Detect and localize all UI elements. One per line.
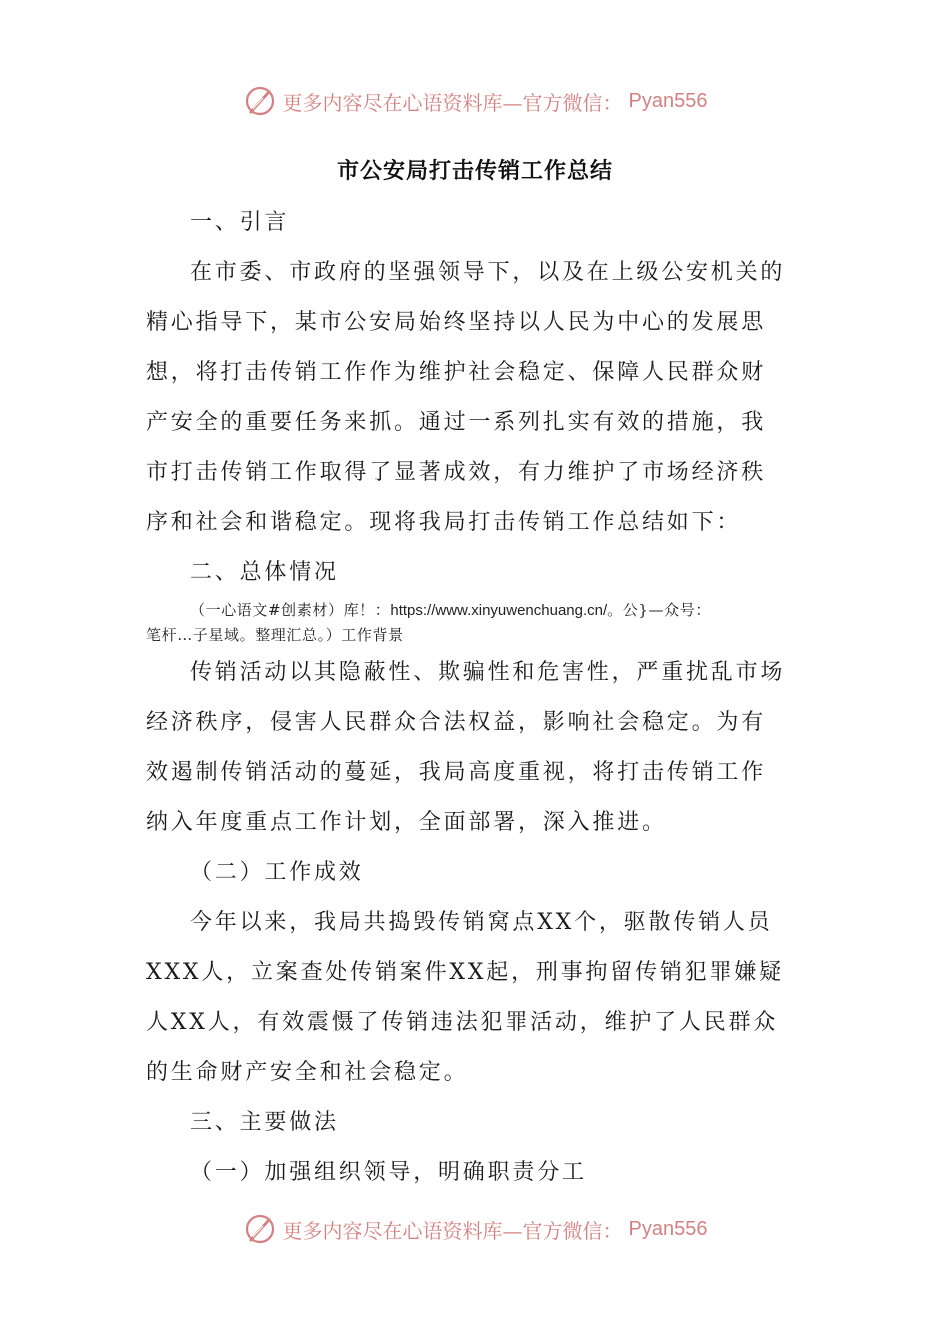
- paragraph-line: 想，将打击传销工作作为维护社会稳定、保障人民群众财: [146, 360, 767, 385]
- document-title: 市公安局打击传销工作总结: [336, 158, 613, 184]
- paragraph-line: 在市委、市政府的坚强领导下，以及在上级公安机关的: [190, 260, 786, 285]
- source-note-suffix: 。公}—众号：: [607, 601, 711, 619]
- paragraph-line: 产安全的重要任务来抓。通过一系列扎实有效的措施，我: [146, 410, 767, 435]
- paragraph-line: 序和社会和谐稳定。现将我局打击传销工作总结如下：: [146, 510, 742, 535]
- paragraph-line: 传销活动以其隐蔽性、欺骗性和危害性，严重扰乱市场: [190, 660, 786, 685]
- watermark-handle: Pyan556: [628, 89, 708, 112]
- footer-watermark: [0, 1212, 950, 1246]
- source-note-prefix: （一心语文#创素材）库！：: [190, 601, 391, 619]
- paragraph-line: 效遏制传销活动的蔓延，我局高度重视，将打击传销工作: [146, 760, 767, 785]
- section-heading-overview: 二、总体情况: [190, 560, 339, 585]
- subsection-heading-results: （二）工作成效: [190, 860, 364, 885]
- section-heading-main-practices: 三、主要做法: [190, 1110, 339, 1135]
- source-note-line: [146, 598, 806, 623]
- paragraph-line: XXX人，立案查处传销案件XX起，刑事拘留传销犯罪嫌疑: [146, 960, 784, 985]
- quill-pen-logo-icon: [243, 1212, 277, 1246]
- paragraph-line: 的生命财产安全和社会稳定。: [146, 1060, 469, 1085]
- watermark-text: 更多内容尽在心语资料库—官方微信：: [282, 1218, 623, 1243]
- paragraph-line: 纳入年度重点工作计划，全面部署，深入推进。: [146, 810, 667, 835]
- watermark-text: 更多内容尽在心语资料库—官方微信：: [282, 90, 623, 115]
- paragraph-line: 人XX人，有效震慑了传销违法犯罪活动，维护了人民群众: [146, 1010, 779, 1035]
- section-heading-introduction: 一、引言: [190, 210, 290, 235]
- quill-pen-logo-icon: [243, 84, 277, 118]
- paragraph-line: 今年以来，我局共捣毁传销窝点XX个，驱散传销人员: [190, 910, 773, 935]
- source-note-line: 笔杆…子星域。整理汇总。）工作背景: [146, 626, 404, 644]
- subsection-heading-organization: （一）加强组织领导，明确职责分工: [190, 1160, 587, 1185]
- paragraph-line: 精心指导下，某市公安局始终坚持以人民为中心的发展思: [146, 310, 767, 335]
- paragraph-line: 市打击传销工作取得了显著成效，有力维护了市场经济秩: [146, 460, 767, 485]
- watermark-handle: Pyan556: [628, 1217, 708, 1240]
- document-body: [146, 198, 806, 1198]
- paragraph-line: 经济秩序，侵害人民群众合法权益，影响社会稳定。为有: [146, 710, 767, 735]
- source-note-url: https://www.xinyuwenchuang.cn/: [390, 602, 608, 619]
- header-watermark: [0, 84, 950, 118]
